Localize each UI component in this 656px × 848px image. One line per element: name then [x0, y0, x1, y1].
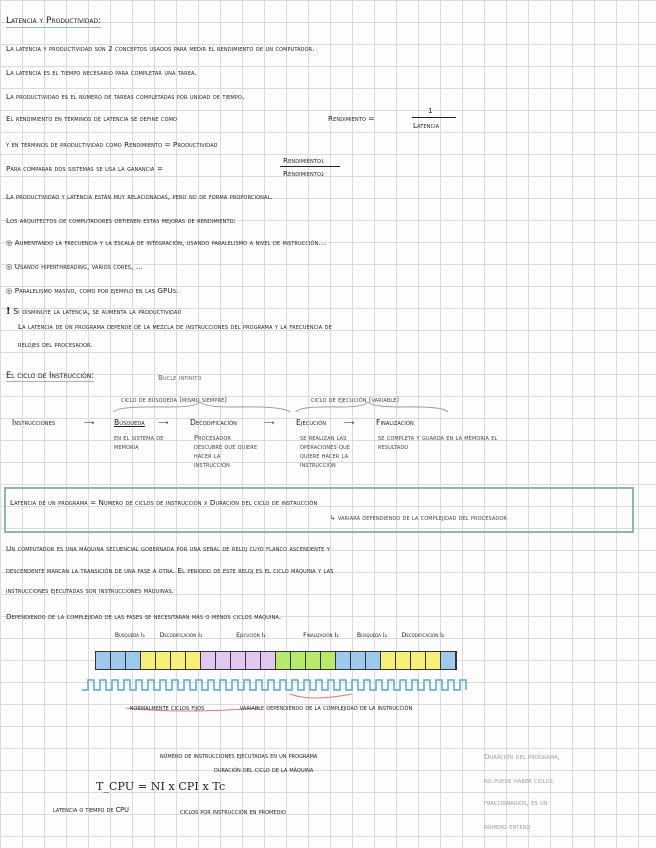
- side-note-line: número entero: [484, 822, 531, 831]
- cycle-slot: [261, 652, 276, 669]
- box-note: ↳ variará dependiendo de la complejidad del procesador: [330, 514, 507, 522]
- paragraph: El rendimiento en términos de latencia se define como: [6, 114, 178, 123]
- desc-ejecucion: se realizan las operaciones que quiere hacer la instrucción: [300, 434, 351, 469]
- cycle-slot: [441, 652, 456, 669]
- cycle-slot: [216, 652, 231, 669]
- bullet-item: ◎ Paralelismo masivo, como por ejemplo en las GPUs.: [6, 286, 179, 295]
- note-fixed-cycles: normalmente ciclos fijos: [129, 704, 205, 712]
- page-title: Latencia y Productividad:: [6, 16, 102, 26]
- clock-signal: [82, 676, 472, 694]
- formula-annotation: duración del ciclo de la máquina: [214, 766, 314, 774]
- paragraph: relojes del procesador.: [18, 340, 93, 349]
- cycle-slot: [156, 652, 171, 669]
- section-heading: El ciclo de Instrucción:: [6, 370, 95, 380]
- bullet-text: Paralelismo masivo, como por ejemplo en las GPUs.: [14, 286, 179, 295]
- cpu-time-formula: T_CPU = NI x CPI x Tc: [96, 780, 226, 793]
- phase-label: Decodificación I₁: [159, 632, 203, 639]
- bullet-text: Aumentando la frecuencia y la escala de integración, usando paralelismo a nivel de instrucción...: [14, 238, 326, 247]
- arrow-icon: ⟶: [264, 418, 275, 427]
- cycle-slot: [126, 652, 141, 669]
- desc-finalizacion: se completa y guarda en la memoria el resultado: [378, 434, 498, 451]
- arrow-icon: ⟶: [158, 418, 169, 427]
- paragraph: Un computador es una máquina secuencial gobernada por una señal de reloj cuyo flanco ascendente y: [6, 544, 330, 553]
- formula-annotation: número de instrucciones ejecutadas en un programa: [160, 752, 318, 760]
- bullet-text: Usando hiperthreading, varios cores, ...: [14, 262, 143, 271]
- warning-text: Si disminuye la latencia, se aumenta la productividad: [13, 307, 182, 316]
- cycle-slot: [186, 652, 201, 669]
- paragraph: Para comparar dos sistemas se usa la ganancia =: [6, 164, 163, 173]
- phase-label: Ejecución I₁: [236, 632, 266, 639]
- cycle-label: ciclo de búsqueda (mismo siempre): [121, 396, 228, 404]
- cycle-slot: [96, 652, 111, 669]
- cycle-slot: [336, 652, 351, 669]
- paragraph: La latencia de un programa depende de la mezcla de instrucciones del programa y la frecuencia de: [18, 322, 332, 331]
- cycle-slot: [306, 652, 321, 669]
- cycle-slot: [111, 652, 126, 669]
- formula-annotation: latencia o tiempo de CPU: [53, 806, 129, 814]
- paragraph: La latencia y productividad son 2 conceptos usados para medir el rendimiento de un computador.: [6, 44, 315, 53]
- cycle-slot: [231, 652, 246, 669]
- desc-busqueda: en el sistema de memoria: [114, 434, 164, 451]
- fraction-denominator: Latencia: [413, 121, 440, 130]
- side-note-line: Duración del programa,: [484, 752, 561, 761]
- bullet-item: ◎ Aumentando la frecuencia y la escala de integración, usando paralelismo a nivel de instrucción...: [6, 238, 326, 247]
- cycle-slot: [366, 652, 381, 669]
- cycle-slot: [396, 652, 411, 669]
- flow-decodificacion: Decodificación: [190, 418, 237, 427]
- side-note-line: fraccionarios, es un: [484, 798, 548, 807]
- paragraph: La productividad es el número de tareas completadas por unidad de tiempo.: [6, 92, 245, 101]
- phase-timeline: [95, 651, 457, 670]
- paragraph: descendente marcan la transición de una fase a otra. El periodo de este reloj es el ciclo máquina y las: [6, 566, 334, 575]
- fraction-denominator: Rendimiento₂: [283, 169, 324, 178]
- note-variable-cycles: variable dependiendo de la complejidad de la instrucción: [239, 704, 413, 712]
- phase-label: Búsqueda I₂: [356, 632, 388, 639]
- formula-annotation: ciclos por instrucción en promedio: [180, 808, 286, 816]
- flow-busqueda: Búsqueda: [114, 418, 145, 427]
- exclamation-icon: !: [6, 306, 11, 317]
- cycle-slot: [426, 652, 441, 669]
- cycle-slot: [291, 652, 306, 669]
- flow-finalizacion: Finalización: [376, 418, 414, 427]
- cycle-slot: [351, 652, 366, 669]
- paragraph: La productividad y latencia están muy relacionadas, pero no de forma proporcional.: [6, 192, 273, 201]
- cycle-slot: [171, 652, 186, 669]
- paragraph: Los arquitectos de computadores obtienen estas mejoras de rendimiento:: [6, 216, 237, 225]
- cycle-slot: [141, 652, 156, 669]
- cycle-label: ciclo de ejecución (variable): [311, 396, 400, 404]
- cycle-slot: [246, 652, 261, 669]
- paragraph: instrucciones ejecutadas son instrucciones máquinas.: [6, 586, 174, 595]
- flow-ejecucion: Ejecución: [296, 418, 327, 427]
- flow-instrucciones: Instrucciones: [12, 418, 56, 427]
- phase-label: Búsqueda I₁: [114, 632, 146, 639]
- paragraph: y en términos de productividad como Rendimiento = Productividad: [6, 140, 218, 149]
- paragraph: Dependiendo de la complejidad de las fases se necesitarán más o menos ciclos máquina.: [6, 612, 282, 621]
- formula-label: Rendimiento =: [328, 114, 375, 123]
- paragraph: La latencia es el tiempo necesario para completar una tarea.: [6, 68, 197, 77]
- phase-label: Decodificación I₂: [401, 632, 445, 639]
- fraction-numerator: Rendimiento₁: [283, 156, 324, 165]
- cycle-slot: [276, 652, 291, 669]
- phase-label: Finalización I₁: [303, 632, 339, 639]
- fraction-numerator: 1: [428, 106, 433, 115]
- side-note-line: no puede haber ciclos: [484, 776, 553, 785]
- desc-decodificacion: Procesador descubre qué quiere hacer la instrucción: [194, 434, 258, 469]
- cycle-slot: [321, 652, 336, 669]
- highlight-box: [4, 487, 634, 533]
- cycle-slot: [381, 652, 396, 669]
- arrow-icon: ⟶: [344, 418, 355, 427]
- cycle-slot: [201, 652, 216, 669]
- box-formula: Latencia de un programa = Número de ciclos de instrucción x Duración del ciclo de instrucción: [10, 498, 318, 507]
- cycle-slot: [411, 652, 426, 669]
- bullet-item: ◎ Usando hiperthreading, varios cores, ...: [6, 262, 143, 271]
- arrow-icon: ⟶: [84, 418, 95, 427]
- section-subtitle: Bucle infinito: [158, 373, 202, 382]
